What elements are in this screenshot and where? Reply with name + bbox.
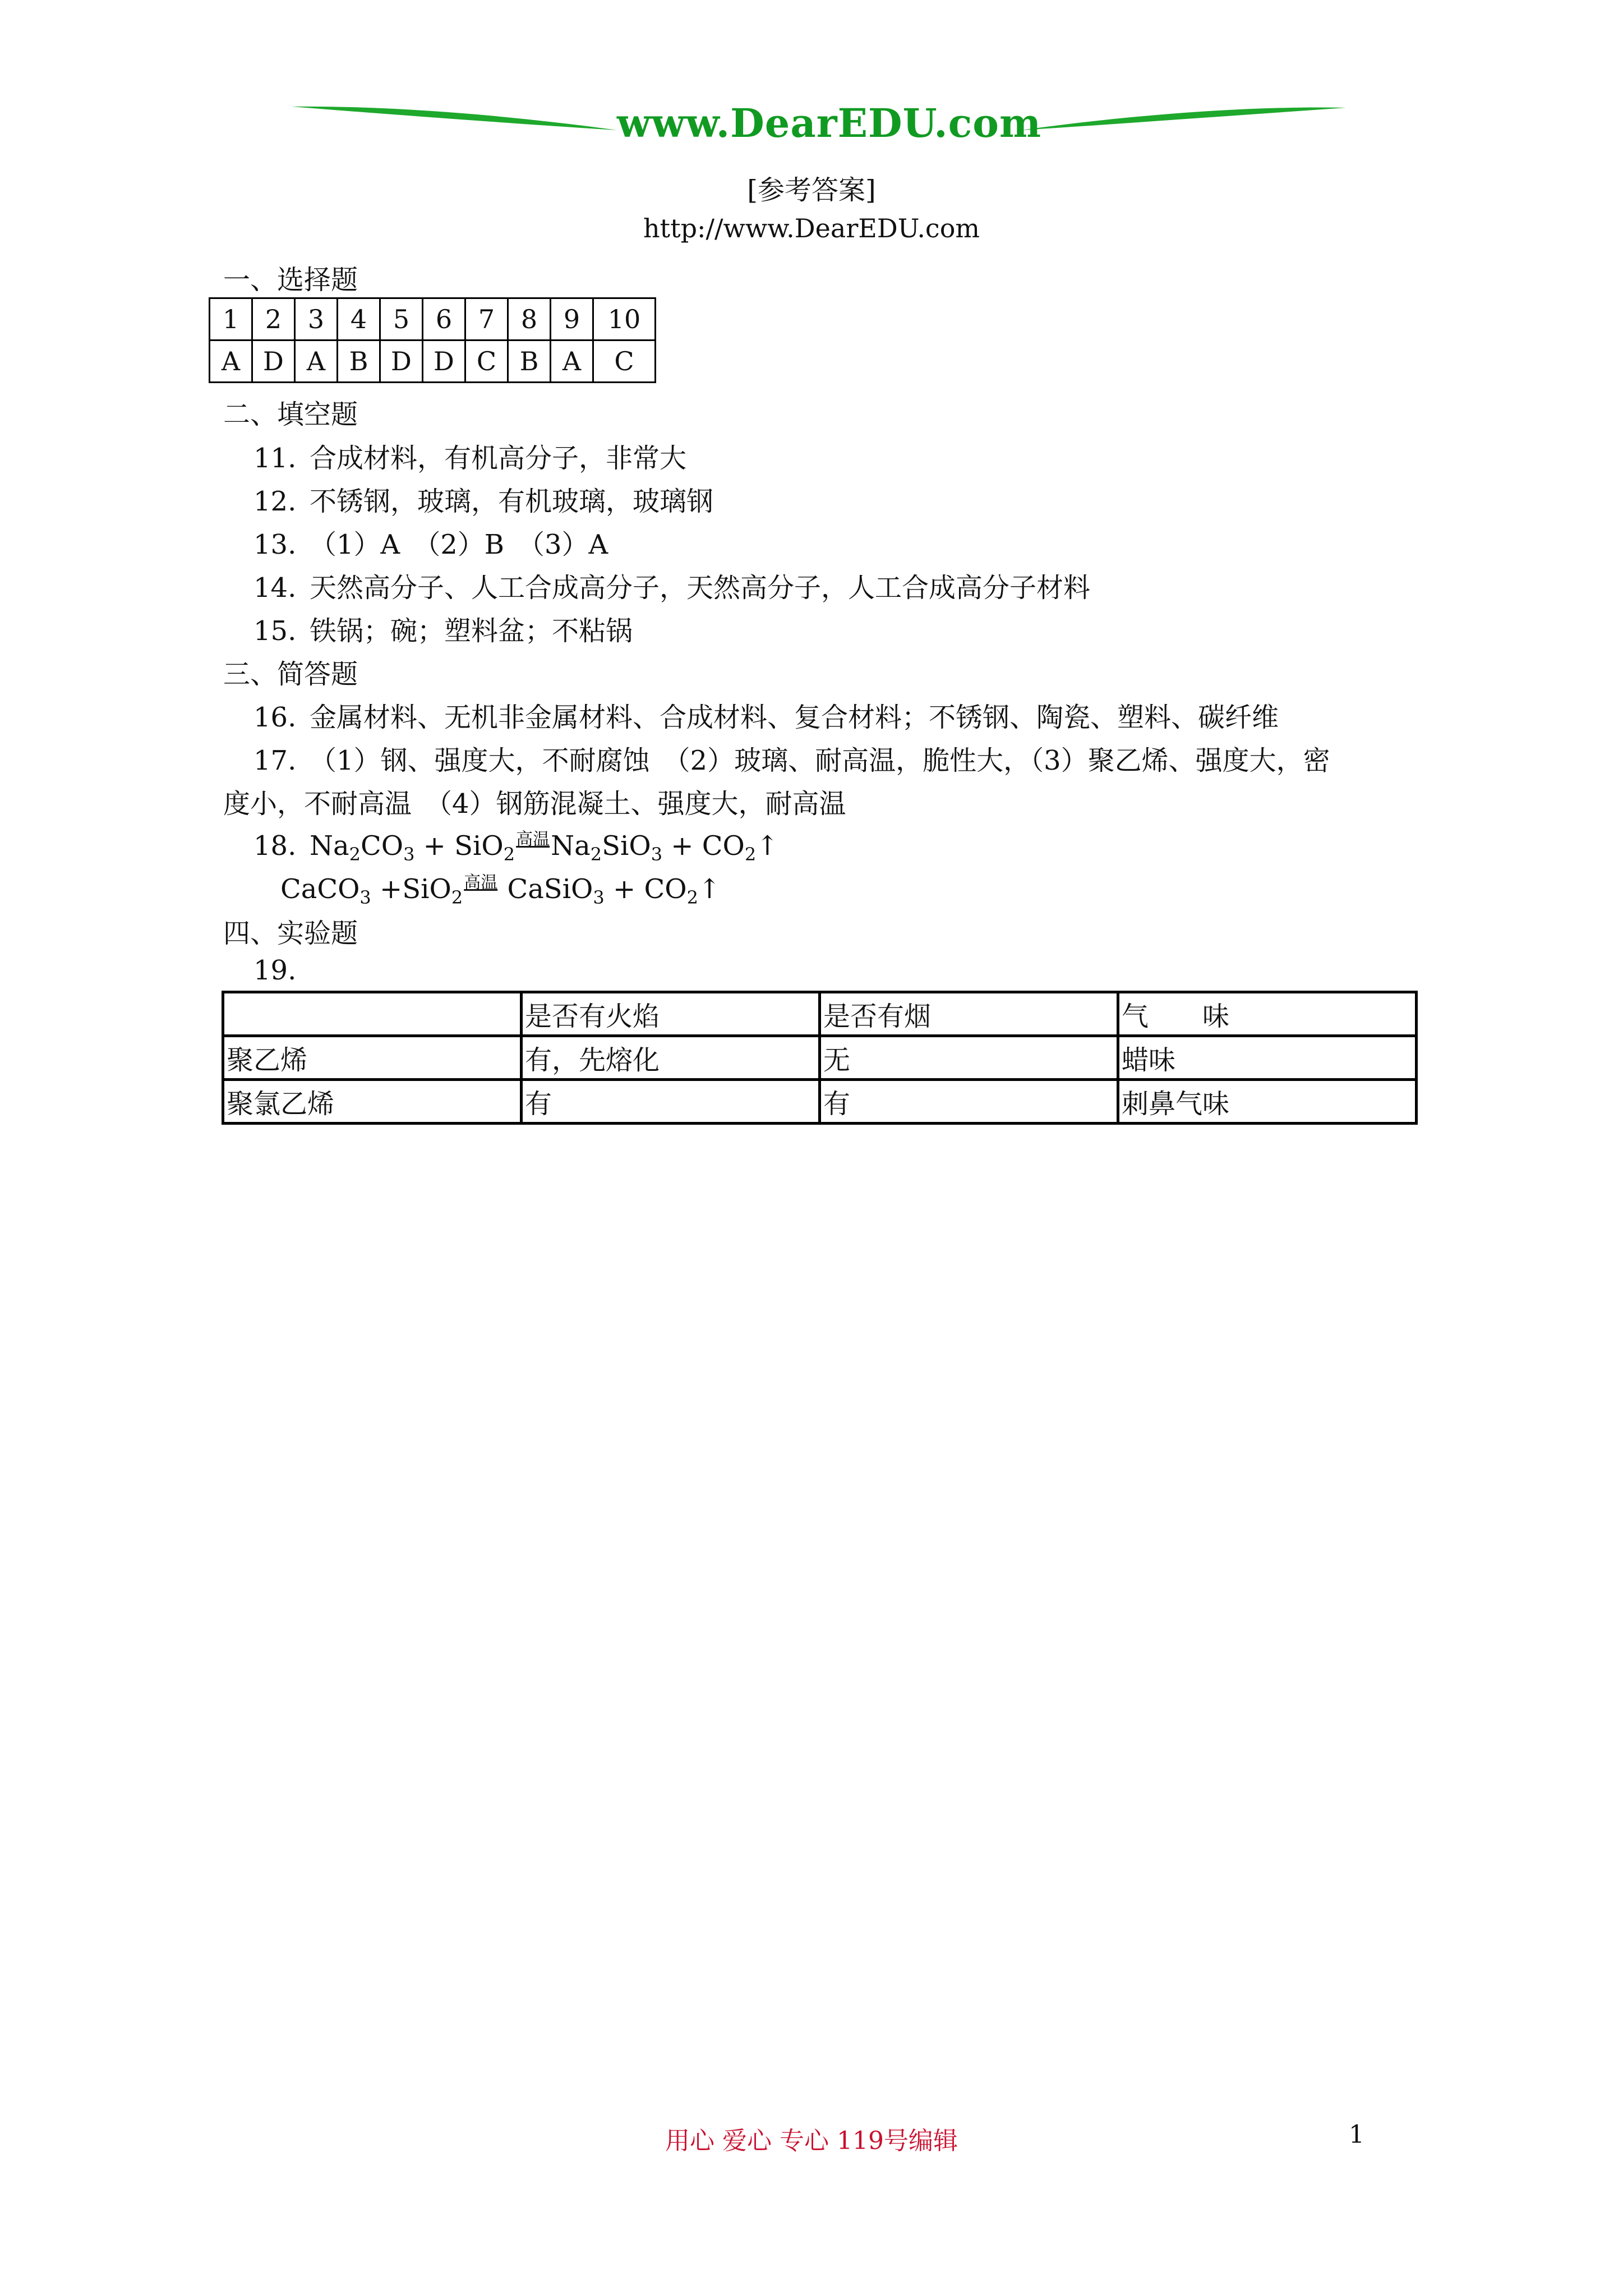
formula-text: CO <box>360 830 404 862</box>
banner-logo-text[interactable]: www.DearEDU.com <box>617 100 1042 146</box>
table-cell: A <box>210 341 252 383</box>
table-cell: B <box>338 341 380 383</box>
question-number: 14. <box>253 572 297 604</box>
table-header-row <box>223 992 1417 1036</box>
formula-text: + CO <box>604 873 687 905</box>
table-cell: 9 <box>551 298 593 341</box>
answer-line-12 <box>253 480 713 518</box>
equation-line-18a <box>253 825 778 865</box>
experiment-table <box>222 991 1418 1125</box>
question-number: 12. <box>253 486 297 517</box>
formula-text: Na <box>551 830 591 862</box>
answer-line-11 <box>253 436 686 475</box>
answer-text: 金属材料、无机非金属材料、合成材料、复合材料；不锈钢、陶瓷、塑料、碳纤维 <box>310 702 1279 733</box>
table-cell: B <box>508 341 551 383</box>
table-cell: 7 <box>465 298 508 341</box>
table-cell: 蜡味 <box>1118 1036 1417 1080</box>
table-cell: A <box>295 341 338 383</box>
formula-subscript: 3 <box>403 844 415 865</box>
answer-line-14 <box>253 566 1090 605</box>
answer-line-15 <box>253 609 633 648</box>
section-heading-fill: 二、填空题 <box>223 399 358 430</box>
answer-line-17-cont: 度小，不耐高温 （4）钢筋混凝土、强度大，耐高温 <box>223 788 846 820</box>
formula-subscript: 2 <box>503 844 515 865</box>
answer-line-17 <box>253 739 1330 777</box>
section-heading-experiment: 四、实验题 <box>223 918 358 949</box>
table-cell: 5 <box>380 298 423 341</box>
formula-subscript: 2 <box>590 844 602 865</box>
table-cell: 3 <box>295 298 338 341</box>
table-cell: 聚氯乙烯 <box>223 1080 522 1124</box>
table-cell: 10 <box>593 298 656 341</box>
table-cell: 有 <box>820 1080 1118 1124</box>
table-cell: C <box>593 341 656 383</box>
formula-text: SiO <box>602 830 651 862</box>
header-banner <box>292 95 1346 157</box>
formula-text: CaSiO <box>499 873 593 905</box>
section-heading-choice: 一、选择题 <box>223 264 358 296</box>
question-number: 18. <box>253 830 297 862</box>
answer-line-13 <box>253 523 608 562</box>
table-header-cell: 是否有烟 <box>820 992 1118 1036</box>
answer-line-16 <box>253 696 1279 734</box>
answer-text: 天然高分子、人工合成高分子，天然高分子，人工合成高分子材料 <box>310 572 1091 604</box>
table-row <box>210 298 656 341</box>
question-number: 11. <box>253 443 297 474</box>
formula-subscript: 3 <box>593 887 605 908</box>
formula-subscript: 2 <box>686 887 698 908</box>
table-cell: 4 <box>338 298 380 341</box>
table-row <box>223 1080 1417 1124</box>
table-cell: A <box>551 341 593 383</box>
table-header-cell <box>223 992 522 1036</box>
reaction-condition: 高温 <box>464 873 498 892</box>
table-cell: 2 <box>252 298 295 341</box>
formula-subscript: 2 <box>349 844 361 865</box>
table-cell: 6 <box>423 298 465 341</box>
table-cell: 聚乙烯 <box>223 1036 522 1080</box>
answer-text: （1）A （2）B （3）A <box>310 529 608 560</box>
gas-arrow-icon: ↑ <box>756 830 779 862</box>
formula-text: + SiO <box>414 830 504 862</box>
answer-text: （1）钢、强度大，不耐腐蚀 （2）玻璃、耐高温，脆性大，（3）聚乙烯、强度大，密 <box>310 745 1330 776</box>
table-cell: 刺鼻气味 <box>1118 1080 1417 1124</box>
formula-text: CaCO <box>280 873 360 905</box>
footer-text: 用心 爱心 专心 119号编辑 <box>665 2127 958 2155</box>
equation-line-18b <box>280 868 721 908</box>
page-number: 1 <box>1349 2120 1364 2149</box>
formula-subscript: 2 <box>744 844 757 865</box>
section-heading-short: 三、简答题 <box>223 659 358 690</box>
page-url[interactable]: http://www.DearEDU.com <box>643 213 980 243</box>
question-number-19: 19. <box>253 955 297 986</box>
reaction-condition: 高温 <box>516 830 550 849</box>
table-cell: C <box>465 341 508 383</box>
table-row <box>210 341 656 383</box>
formula-text: +SiO <box>371 873 451 905</box>
gas-arrow-icon: ↑ <box>698 873 721 905</box>
table-cell: D <box>380 341 423 383</box>
table-cell: D <box>252 341 295 383</box>
table-cell: D <box>423 341 465 383</box>
formula-text: Na <box>310 830 349 862</box>
table-cell: 1 <box>210 298 252 341</box>
table-cell: 8 <box>508 298 551 341</box>
answer-text: 合成材料，有机高分子，非常大 <box>310 443 687 474</box>
question-number: 15. <box>253 615 297 647</box>
table-header-cell: 气 味 <box>1118 992 1417 1036</box>
formula-text: + CO <box>662 830 745 862</box>
formula-subscript: 3 <box>651 844 663 865</box>
answer-text: 不锈钢，玻璃，有机玻璃，玻璃钢 <box>310 486 714 517</box>
page-title: [参考答案] <box>747 174 876 206</box>
formula-subscript: 2 <box>451 887 463 908</box>
table-cell: 无 <box>820 1036 1118 1080</box>
answer-text: 铁锅；碗；塑料盆；不粘锅 <box>310 615 633 647</box>
table-row <box>223 1036 1417 1080</box>
table-cell: 有，先熔化 <box>522 1036 820 1080</box>
choice-answer-table <box>209 297 656 383</box>
table-cell: 有 <box>522 1080 820 1124</box>
question-number: 17. <box>253 745 297 776</box>
formula-subscript: 3 <box>359 887 371 908</box>
question-number: 16. <box>253 702 297 733</box>
table-header-cell: 是否有火焰 <box>522 992 820 1036</box>
question-number: 13. <box>253 529 297 560</box>
